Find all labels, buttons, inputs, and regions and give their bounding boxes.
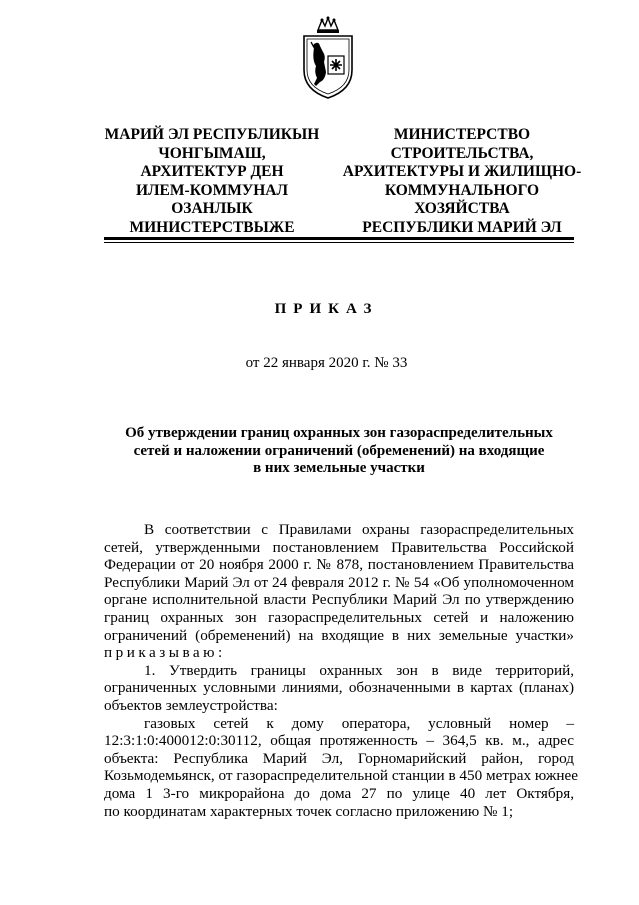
body-line: 1. Утвердить границы охранных зон в виде территорий,	[144, 661, 574, 679]
header-right-line: МИНИСТЕРСТВО	[393, 126, 531, 143]
header-left-line: МИНИСТЕРСТВЫЖЕ	[129, 219, 295, 236]
header-divider-thin	[104, 242, 574, 243]
document-date-number: от 22 января 2020 г. № 33	[245, 355, 408, 371]
subject-line: сетей и наложении ограничений (обременений) на входящие	[133, 442, 545, 459]
header-left-line: МАРИЙ ЭЛ РЕСПУБЛИКЫН	[104, 126, 320, 143]
body-line: Федерации от 20 ноября 2000 г. № 878, постановлением Правительства	[104, 556, 574, 574]
body-line: дома 1 3-го микрорайона до дома 27 по улице 40 лет Октября,	[104, 784, 574, 802]
document-subject	[104, 425, 574, 478]
subject-line: Об утверждении границ охранных зон газораспределительных	[125, 425, 553, 441]
subject-line: в них земельные участки	[253, 460, 425, 476]
body-line: объектов землеустройства:	[104, 696, 278, 714]
header-right-line: РЕСПУБЛИКИ МАРИЙ ЭЛ	[362, 219, 562, 236]
body-line: сетей, утвержденными постановлением Правительства Российской	[104, 538, 574, 556]
document-type-title: ПРИКАЗ	[274, 301, 379, 317]
body-line: ограниченных условными линиями, обозначенными в картах (планах)	[104, 679, 574, 697]
body-line: объекта: Республика Марий Эл, Горномарийский район, город	[104, 749, 574, 767]
body-line: по координатам характерных точек согласно приложению № 1;	[104, 802, 514, 820]
body-line: Республики Марий Эл от 24 февраля 2012 г. № 54 «Об уполномоченном	[104, 573, 574, 591]
header-right-line: АРХИТЕКТУРЫ И ЖИЛИЩНО-	[342, 163, 582, 181]
header-left-line: ОЗАНЛЫК	[171, 200, 253, 218]
header-divider-thick	[104, 237, 574, 240]
header-right-line: ХОЗЯЙСТВА	[414, 200, 510, 218]
body-line: органе исполнительной власти Республики Марий Эл по утверждению	[104, 591, 574, 609]
body-line: границ охранных зон газораспределительных сетей и наложению	[104, 608, 574, 626]
body-line-order-word: приказываю:	[104, 644, 226, 662]
coat-of-arms-emblem	[296, 16, 360, 100]
body-line: 12:3:1:0:400012:0:30112, общая протяженность – 364,5 кв. м., адрес	[104, 732, 574, 750]
body-line: Козьмодемьянск, от газораспределительной станции в 450 метрах южнее	[104, 767, 578, 785]
header-right-line: СТРОИТЕЛЬСТВА,	[390, 144, 534, 162]
document-body	[104, 521, 578, 820]
body-line: В соответствии с Правилами охраны газораспределительных	[144, 521, 574, 538]
body-line: ограничений (обременений) на входящие в них земельные участки»	[104, 626, 574, 644]
header-right-line: КОММУНАЛЬНОГО	[384, 181, 540, 199]
header-left-line: ИЛЕМ-КОММУНАЛ	[135, 181, 289, 199]
header-left-line: АРХИТЕКТУР ДЕН	[140, 163, 284, 181]
header-left-line: ЧОНГЫМАШ,	[158, 144, 266, 162]
body-line: газовых сетей к дому оператора, условный номер –	[144, 714, 574, 732]
